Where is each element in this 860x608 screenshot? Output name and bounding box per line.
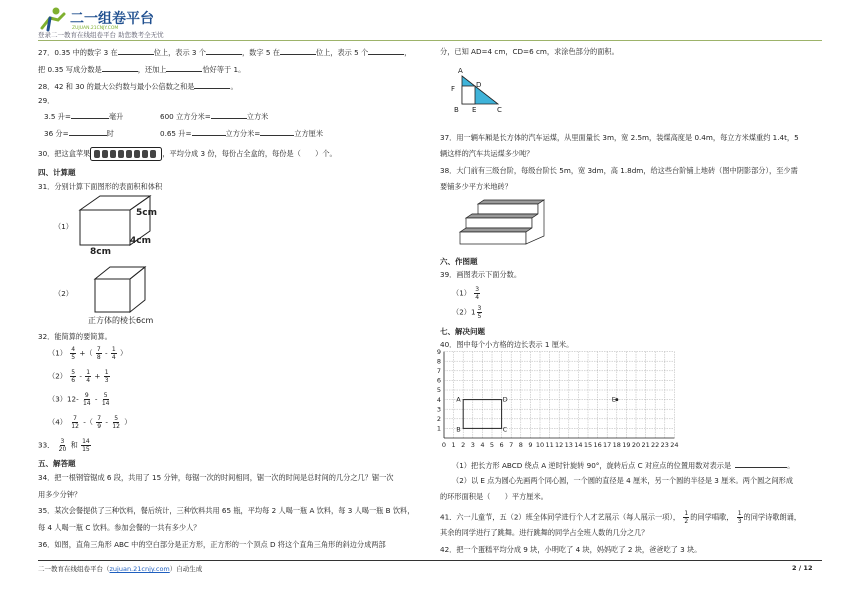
answer-blank[interactable] (211, 111, 247, 119)
x-tick-label: 9 (528, 441, 533, 449)
footer-source: 二一教育在线组卷平台（zujuan.21cnjy.com）自动生成 (38, 565, 203, 573)
question-29-2: 600 立方分米= 立方米 (160, 112, 269, 121)
x-tick-label: 6 (499, 441, 504, 449)
vertex-label-d: D (476, 81, 482, 89)
question-40-2-line1: （2）以 E 点为圆心先画两个同心圆，一个圆的直径是 4 厘米，另一个圆的半径是 3 厘米。两个圆之间形成 (452, 476, 794, 485)
x-tick-label: 24 (670, 441, 679, 449)
y-tick-label: 5 (436, 386, 441, 395)
page-number: 2 / 12 (792, 564, 813, 572)
x-tick-label: 5 (489, 441, 495, 449)
question-38-line2: 要铺多少平方米地砖？ (440, 182, 512, 191)
point-label-c: C (502, 425, 508, 434)
fraction: $\frac{1}{4}$ (86, 369, 91, 384)
question-33: 33． $\frac{3}{20}$ 和 $\frac{14}{15}$ (38, 438, 90, 453)
y-tick-label: 7 (436, 367, 441, 375)
question-29-4: 0.65 升= 立方分米= 立方厘米 (160, 129, 324, 138)
fraction: $\frac{14}{15}$ (82, 438, 90, 453)
x-tick-label: 4 (480, 441, 485, 449)
cuboid-height-label: 5cm (136, 208, 157, 218)
vertex-label-b: B (454, 106, 459, 114)
question-37-line1: 37．用一辆车厢是长方体的汽车运煤，从里面量长 3m，宽 2.5m，装煤高度是 0.4m，每立方米煤重约 1.4t，5 (440, 133, 799, 142)
question-39: 39．画图表示下面分数。 (440, 270, 522, 279)
footer-link[interactable]: zujuan.21cnjy.com (109, 565, 170, 573)
vertex-label-a: A (458, 67, 463, 75)
x-tick-label: 10 (535, 441, 545, 449)
y-tick-label: 9 (436, 347, 441, 356)
x-tick-label: 14 (574, 441, 583, 449)
question-32: 32．能简算的要简算。 (38, 332, 112, 341)
answer-blank[interactable] (166, 64, 202, 72)
vertex-label-f: F (451, 85, 456, 93)
question-29-3: 36 分= 时 (44, 129, 114, 138)
fraction: $\frac{5}{14}$ (101, 392, 110, 407)
fraction: $\frac{1}{3}$ (737, 510, 742, 525)
fraction: $\frac{1}{3}$ (104, 369, 109, 384)
fraction: $\frac{1}{4}$ (111, 346, 116, 361)
question-29-1: 3.5 升= 毫升 (44, 112, 124, 121)
question-27-line1: 27．0.35 中的数字 3 在 位上，表示 3 个 ，数字 5 在 位上，表示 5 个 ， (38, 48, 412, 57)
answer-blank[interactable] (69, 128, 107, 136)
fraction: $\frac{7}{12}$ (71, 415, 79, 430)
runner-logo-icon (38, 6, 68, 32)
y-tick-label: 1 (436, 424, 441, 433)
section-drawing-heading: 六、作图题 (440, 257, 478, 266)
x-tick-label: 11 (545, 441, 554, 449)
cuboid-width-label: 4cm (130, 236, 151, 246)
fraction: $\frac{3}{5}$ (477, 305, 482, 320)
x-tick-label: 2 (461, 441, 466, 449)
question-40-2-line2: 的环形面积是（ ）平方厘米。 (440, 492, 548, 501)
fraction: $\frac{3}{4}$ (475, 286, 480, 301)
question-39-1: （1） $\frac{3}{4}$ (452, 286, 480, 301)
question-32-3: （3）12- $\frac{9}{14}$ - $\frac{5}{14}$ (48, 392, 110, 407)
answer-blank[interactable] (71, 111, 109, 119)
x-tick-label: 7 (509, 441, 514, 449)
answer-blank[interactable] (735, 460, 787, 468)
y-tick-label: 6 (436, 376, 441, 385)
cube-figure (90, 264, 150, 314)
section-calculation-heading: 四、计算题 (38, 168, 76, 177)
section-answer-heading: 五、解答题 (38, 459, 76, 468)
question-36-line2: 分，已知 AD=4 cm，CD=6 cm，求涂色部分的面积。 (440, 47, 619, 56)
question-27-line2: 把 0.35 写成分数是 ，还加上 恰好等于 1。 (38, 65, 246, 74)
cuboid-figure (75, 190, 165, 260)
question-31: 31．分别计算下面图形的表面积和体积 (38, 182, 163, 191)
point-label-b: B (456, 425, 461, 434)
staircase-figure (458, 196, 550, 252)
answer-blank[interactable] (194, 81, 230, 89)
fraction: $\frac{5}{12}$ (112, 415, 120, 430)
brand-url: ZUJUAN.21CNJY.COM (72, 26, 119, 31)
apple-box-image (90, 147, 162, 161)
question-41-line1: 41．六一儿童节，五（2）班全体同学进行个人才艺展示（每人展示一项）， $\frac{1}{2}$ 的同学唱歌， $\frac{1}{3}$ 的同学诗歌朗诵， (440, 510, 802, 525)
question-29: 29． (38, 96, 55, 105)
question-41-line2: 其余的同学进行了跳舞。进行跳舞的同学占全班人数的几分之几？ (440, 528, 649, 537)
x-tick-label: 1 (451, 441, 456, 449)
question-30: 30．把这盒苹果 ，平均分成 3 份，每份占全盒的，每份是（ ）个。 (38, 147, 337, 161)
x-tick-label: 0 (441, 441, 447, 449)
footer-divider (38, 560, 822, 561)
question-35-line1: 35．某次会餐提供了三种饮料，餐后统计，三种饮料共用 65 瓶，平均每 2 人喝一瓶 A 饮料，每 3 人喝一瓶 B 饮料， (38, 506, 415, 515)
fraction: $\frac{5}{6}$ (71, 369, 76, 384)
answer-blank[interactable] (192, 128, 226, 136)
question-34-line2: 用多少分钟？ (38, 490, 82, 499)
x-tick-label: 15 (583, 441, 593, 449)
question-37-line2: 辆这样的汽车共运煤多少吨？ (440, 149, 534, 158)
y-tick-label: 4 (436, 395, 441, 404)
question-39-2: （2）1 $\frac{3}{5}$ (452, 305, 482, 320)
question-40: 40．图中每个小方格的边长表示 1 厘米。 (440, 340, 574, 349)
header-tagline: 登录二一教育在线组卷平台 助您教考全无忧 (38, 31, 164, 39)
question-32-4: （4） $\frac{7}{12}$ -（ $\frac{7}{9}$ - $\frac{5}{12}$ ） (48, 415, 132, 430)
fraction: $\frac{3}{20}$ (58, 438, 67, 453)
fraction: $\frac{4}{5}$ (71, 346, 76, 361)
x-tick-label: 8 (518, 441, 523, 449)
point-label-e: E (611, 395, 616, 404)
question-31-1-label: （1） (54, 222, 73, 231)
cube-caption: 正方体的棱长6cm (88, 316, 154, 325)
answer-blank[interactable] (102, 64, 138, 72)
x-tick-label: 16 (593, 441, 602, 449)
x-tick-label: 19 (622, 441, 631, 449)
point-label-d: D (502, 395, 508, 404)
brand-name: 二一组卷平台 (70, 11, 154, 27)
question-34-line1: 34．把一根钢管锯成 6 段，共用了 15 分钟，每锯一次的时间相同，锯一次的时间是总时间的几分之几？锯一次 (38, 473, 394, 482)
header-divider (38, 40, 822, 41)
question-40-1: （1）把长方形 ABCD 绕点 A 逆时针旋转 90°，旋转后点 C 对应点的位置用数对表示是 。 (452, 461, 795, 470)
x-tick-label: 17 (603, 441, 612, 449)
answer-blank[interactable] (260, 128, 294, 136)
y-tick-label: 3 (436, 405, 441, 414)
point-label-a: A (456, 395, 461, 404)
x-tick-label: 23 (660, 441, 669, 449)
fraction: $\frac{7}{8}$ (96, 346, 101, 361)
y-tick-label: 8 (436, 357, 441, 366)
fraction: $\frac{9}{14}$ (82, 392, 91, 407)
answer-blank[interactable] (118, 47, 154, 55)
x-tick-label: 13 (564, 441, 573, 449)
cuboid-length-label: 8cm (90, 247, 111, 257)
question-42: 42．把一个蛋糕平均分成 9 块，小明吃了 4 块，妈妈吃了 2 块，爸爸吃了 3 块。 (440, 545, 702, 554)
x-tick-label: 3 (470, 441, 475, 449)
x-tick-label: 20 (631, 441, 641, 449)
coordinate-grid (432, 347, 704, 456)
x-tick-label: 18 (612, 441, 621, 449)
question-36-line1: 36．如图，直角三角形 ABC 中的空白部分是正方形，正方形的一个顶点 D 将这个直角三角形的斜边分成两部 (38, 540, 386, 549)
question-32-2: （2） $\frac{5}{6}$ - $\frac{1}{4}$ + $\frac{1}{3}$ (48, 369, 109, 384)
section-problem-heading: 七、解决问题 (440, 327, 485, 336)
question-28: 28．42 和 30 的最大公约数与最小公倍数之和是 。 (38, 82, 238, 91)
rectangle-abcd (463, 400, 501, 429)
fraction: $\frac{7}{9}$ (97, 415, 102, 430)
x-tick-label: 12 (555, 441, 564, 449)
answer-blank[interactable] (206, 47, 242, 55)
vertex-label-c: C (497, 106, 502, 114)
triangle-figure (448, 64, 508, 118)
x-tick-label: 21 (641, 441, 650, 449)
y-tick-label: 2 (436, 415, 441, 423)
answer-blank[interactable] (368, 47, 404, 55)
question-31-2-label: （2） (54, 289, 73, 298)
vertex-label-e: E (472, 106, 477, 114)
x-tick-label: 22 (651, 441, 660, 449)
question-32-1: （1） $\frac{4}{5}$ +（ $\frac{7}{8}$ - $\frac{1}{4}$ ） (48, 346, 128, 361)
question-35-line2: 每 4 人喝一瓶 C 饮料。参加会餐的一共有多少人？ (38, 523, 201, 532)
question-38-line1: 38．大门前有三级台阶，每级台阶长 5m，宽 3dm，高 1.8dm，给这些台阶铺上地砖（图中阴影部分），至少需 (440, 166, 798, 175)
fraction: $\frac{1}{2}$ (684, 510, 689, 525)
answer-blank[interactable] (280, 47, 316, 55)
